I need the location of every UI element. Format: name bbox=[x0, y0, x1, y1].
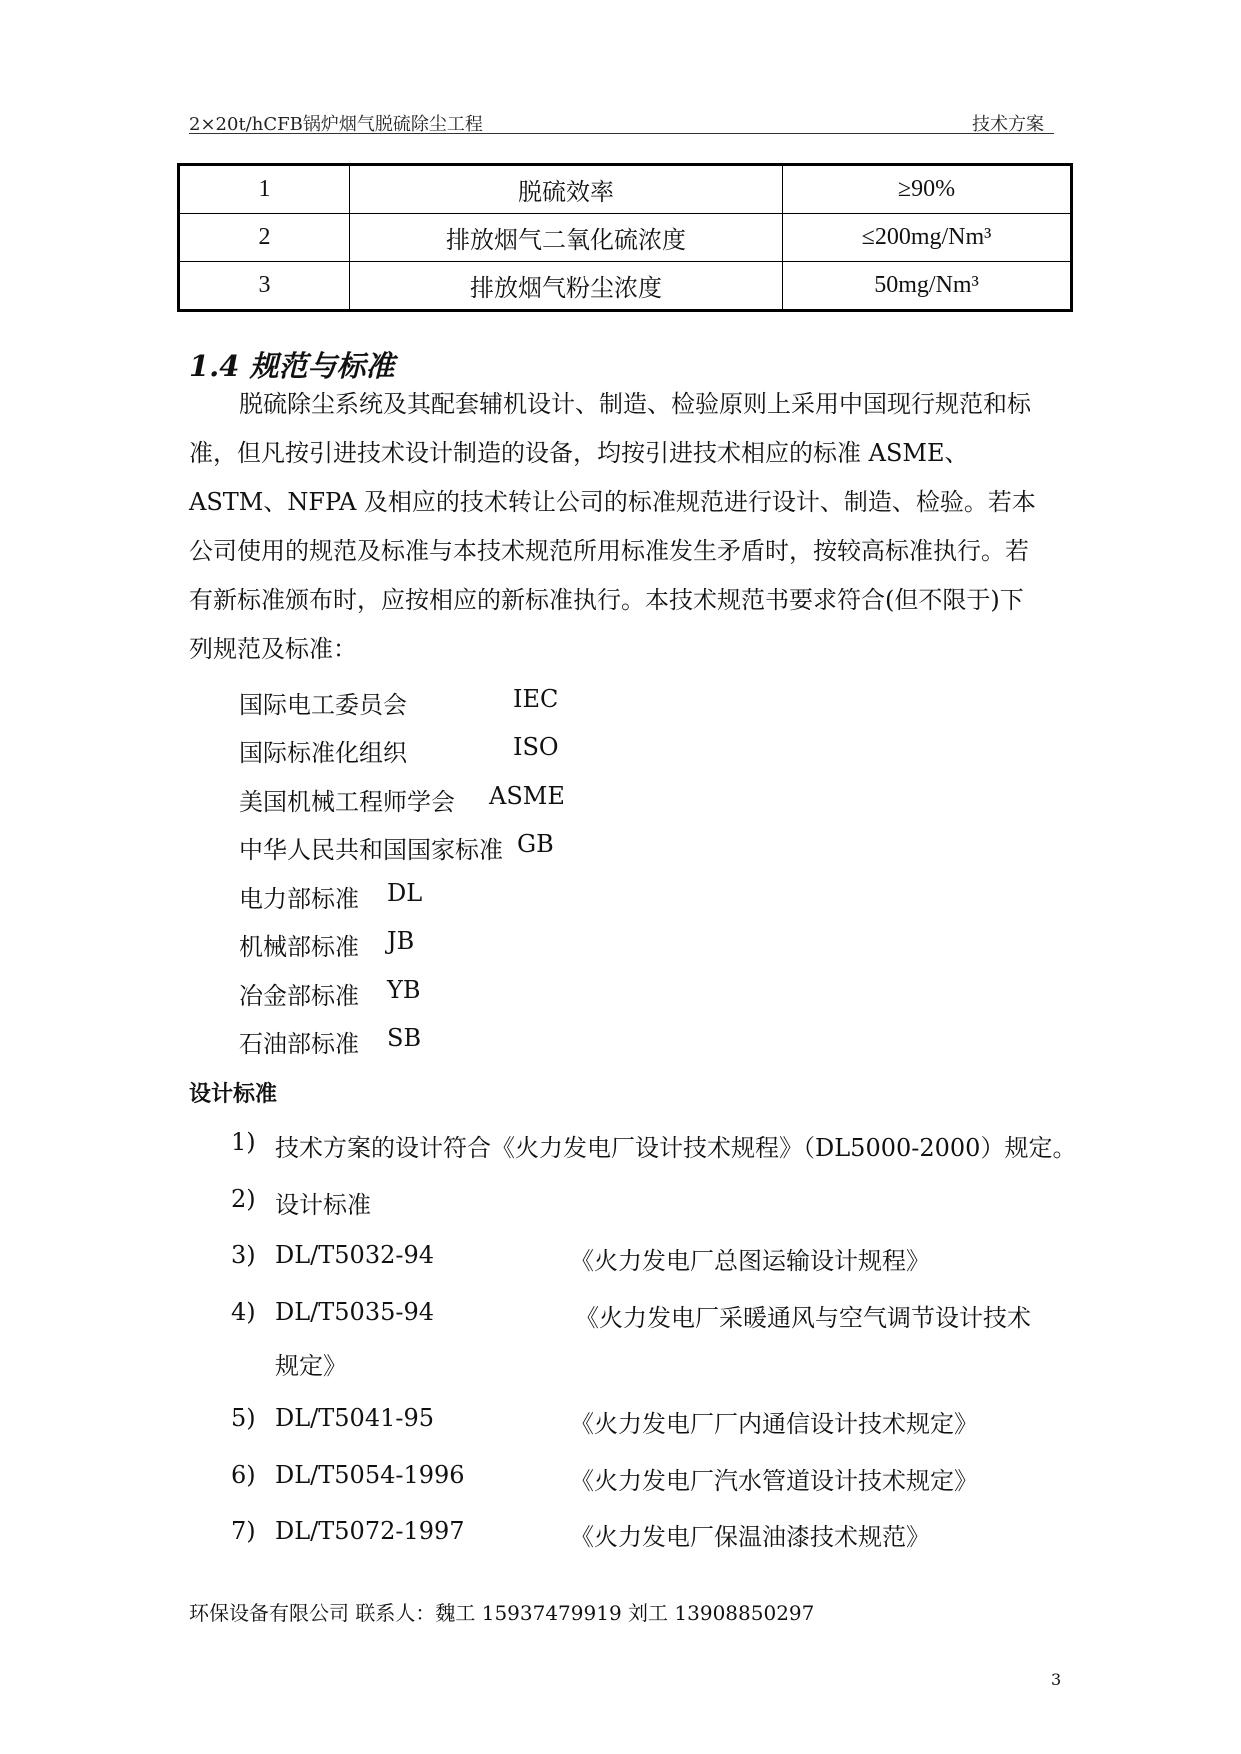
section-paragraph bbox=[189, 380, 1061, 674]
row-value: ≥90% bbox=[783, 165, 1072, 214]
row-value: ≤200mg/Nm³ bbox=[783, 214, 1072, 262]
standard-name: 国际标准化组织 bbox=[239, 739, 407, 767]
standard-code: ASME bbox=[489, 782, 565, 810]
list-number: 7) bbox=[231, 1517, 256, 1545]
standard-code: YB bbox=[387, 976, 421, 1004]
design-standards-heading: 设计标准 bbox=[189, 1082, 278, 1107]
row-item: 排放烟气粉尘浓度 bbox=[350, 262, 783, 311]
paragraph-line: 有新标准颁布时，应按相应的新标准执行。本技术规范书要求符合(但不限于)下 bbox=[189, 586, 1024, 614]
standard-name: 石油部标准 bbox=[239, 1030, 359, 1058]
row-number: 1 bbox=[179, 165, 350, 214]
page-number: 3 bbox=[1051, 1670, 1062, 1689]
standard-name: 中华人民共和国国家标准 bbox=[239, 836, 503, 864]
table-row bbox=[179, 262, 1072, 311]
section-title: 1.4 规范与标准 bbox=[189, 349, 395, 383]
row-item: 排放烟气二氧化硫浓度 bbox=[350, 214, 783, 262]
list-number: 3) bbox=[231, 1241, 256, 1269]
standard-title: 《火力发电厂汽水管道设计技术规定》 bbox=[570, 1467, 978, 1495]
standard-title: 《火力发电厂厂内通信设计技术规定》 bbox=[570, 1410, 978, 1438]
standard-code: ISO bbox=[513, 733, 559, 761]
standard-name: 机械部标准 bbox=[239, 933, 359, 961]
row-value: 50mg/Nm³ bbox=[783, 262, 1072, 311]
footer-contact: 环保设备有限公司 联系人：魏工 15937479919 刘工 13908850297 bbox=[189, 1601, 815, 1625]
standard-title: 《火力发电厂采暖通风与空气调节设计技术 bbox=[575, 1304, 1031, 1332]
header-rule bbox=[189, 133, 1054, 134]
header-left: 2×20t/hCFB锅炉烟气脱硫除尘工程 bbox=[189, 114, 483, 135]
header-right: 技术方案 bbox=[972, 114, 1044, 135]
list-number: 6) bbox=[231, 1461, 256, 1489]
standard-title: 《火力发电厂保温油漆技术规范》 bbox=[570, 1523, 930, 1551]
standard-code: DL/T5054-1996 bbox=[275, 1461, 465, 1489]
standard-name: 冶金部标准 bbox=[239, 982, 359, 1010]
standard-code: DL bbox=[387, 879, 423, 907]
standard-name: 电力部标准 bbox=[239, 885, 359, 913]
paragraph-line: 脱硫除尘系统及其配套辅机设计、制造、检验原则上采用中国现行规范和标 bbox=[239, 390, 1031, 418]
paragraph-line: ASTM、NFPA 及相应的技术转让公司的标准规范进行设计、制造、检验。若本 bbox=[189, 488, 1036, 516]
standard-code: IEC bbox=[513, 685, 559, 713]
table-row bbox=[179, 214, 1072, 262]
standard-code: DL/T5035-94 bbox=[275, 1298, 434, 1326]
standard-code: DL/T5041-95 bbox=[275, 1404, 434, 1432]
row-number: 2 bbox=[179, 214, 350, 262]
standard-code: JB bbox=[387, 927, 415, 955]
standard-title: 《火力发电厂总图运输设计规程》 bbox=[570, 1247, 930, 1275]
paragraph-line: 公司使用的规范及标准与本技术规范所用标准发生矛盾时，按较高标准执行。若 bbox=[189, 537, 1029, 565]
standard-code: SB bbox=[387, 1024, 422, 1052]
list-number: 4) bbox=[231, 1298, 256, 1326]
list-text: 设计标准 bbox=[275, 1191, 371, 1219]
standard-name: 美国机械工程师学会 bbox=[239, 788, 455, 816]
standard-code: GB bbox=[517, 830, 554, 858]
standard-code: DL/T5072-1997 bbox=[275, 1517, 465, 1545]
standard-code: DL/T5032-94 bbox=[275, 1241, 434, 1269]
standard-name: 国际电工委员会 bbox=[239, 691, 407, 719]
list-number: 2) bbox=[231, 1185, 256, 1213]
standard-title-cont: 规定》 bbox=[275, 1352, 347, 1380]
list-text: 技术方案的设计符合《火力发电厂设计技术规程》（DL5000-2000）规定。 bbox=[275, 1134, 1077, 1162]
row-item: 脱硫效率 bbox=[350, 165, 783, 214]
paragraph-line: 准，但凡按引进技术设计制造的设备，均按引进技术相应的标准 ASME、 bbox=[189, 439, 969, 467]
list-number: 5) bbox=[231, 1404, 256, 1432]
spec-table bbox=[177, 163, 1073, 312]
table-row bbox=[179, 165, 1072, 214]
list-number: 1) bbox=[231, 1128, 256, 1156]
paragraph-line: 列规范及标准： bbox=[189, 635, 357, 663]
row-number: 3 bbox=[179, 262, 350, 311]
